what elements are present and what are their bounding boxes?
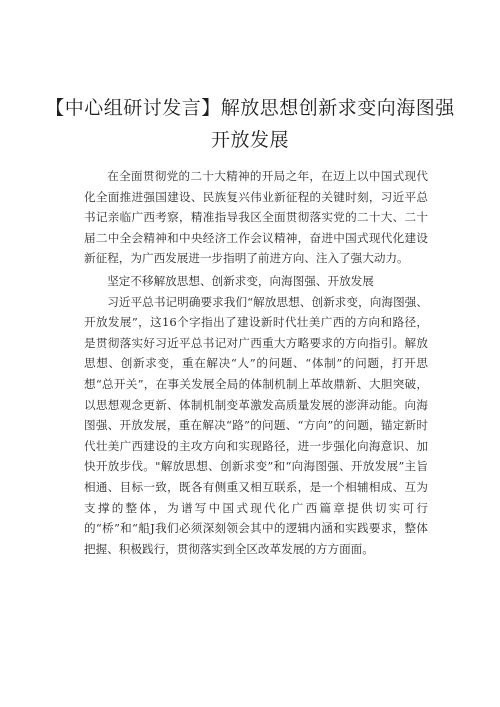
document-title: 【中心组研讨发言】解放思想创新求变向海图强开放发展 (45, 97, 455, 151)
document-body (84, 166, 428, 559)
section-heading: 坚定不移解放思想、创新求变，向海图强、开放发展 (107, 273, 374, 288)
paragraph-main: 习近平总书记明确要求我们“解放思想、创新求变，向海图强、开放发展”，这16个字指出了建设新时代壮美广西的方向和路径，是贯彻落实好习近平总书记对广西重大方略要求的方向指引。解放思想、创新求变，重在解决“人”的问题、“体制”的问题，打开思想“总开关”，在事关发展全局的体制机制上革故鼎新、大胆突破，以思想观念更新、体制机制变革激发高质量发展的澎湃动能。向海图强、开放发展，重在解决“路”的问题、“方向”的问题，锚定新时代壮美广西建设的主攻方向和实现路径，进一步强化向海意识、加快开放步伐。"解放思想、创新求变”和“向海图强、开放发展”主旨相通、目标一致，既各有侧重又相互联系，是一个相辅相成、互为支撑的整体，为谱写中国式现代化广西篇章提供切实可行的“桥”和“船J我们必须深刻领会其中的逻辑内涵和实践要求，整体把握、积极践行，贯彻落实到全区改革发展的方方面面。 (84, 294, 428, 556)
paragraph-intro: 在全面贯彻党的二十大精神的开局之年，在迈上以中国式现代化全面推进强国建设、民族复兴伟业新征程的关键时刻，习近平总书记亲临广西考察，精准指导我区全面贯彻落实党的二十大、二十届二中全会精神和中央经济工作会议精神，奋进中国式现代化建设新征程，为广西发展进一步指明了前进方向、注入了强大动力。 (84, 169, 428, 266)
